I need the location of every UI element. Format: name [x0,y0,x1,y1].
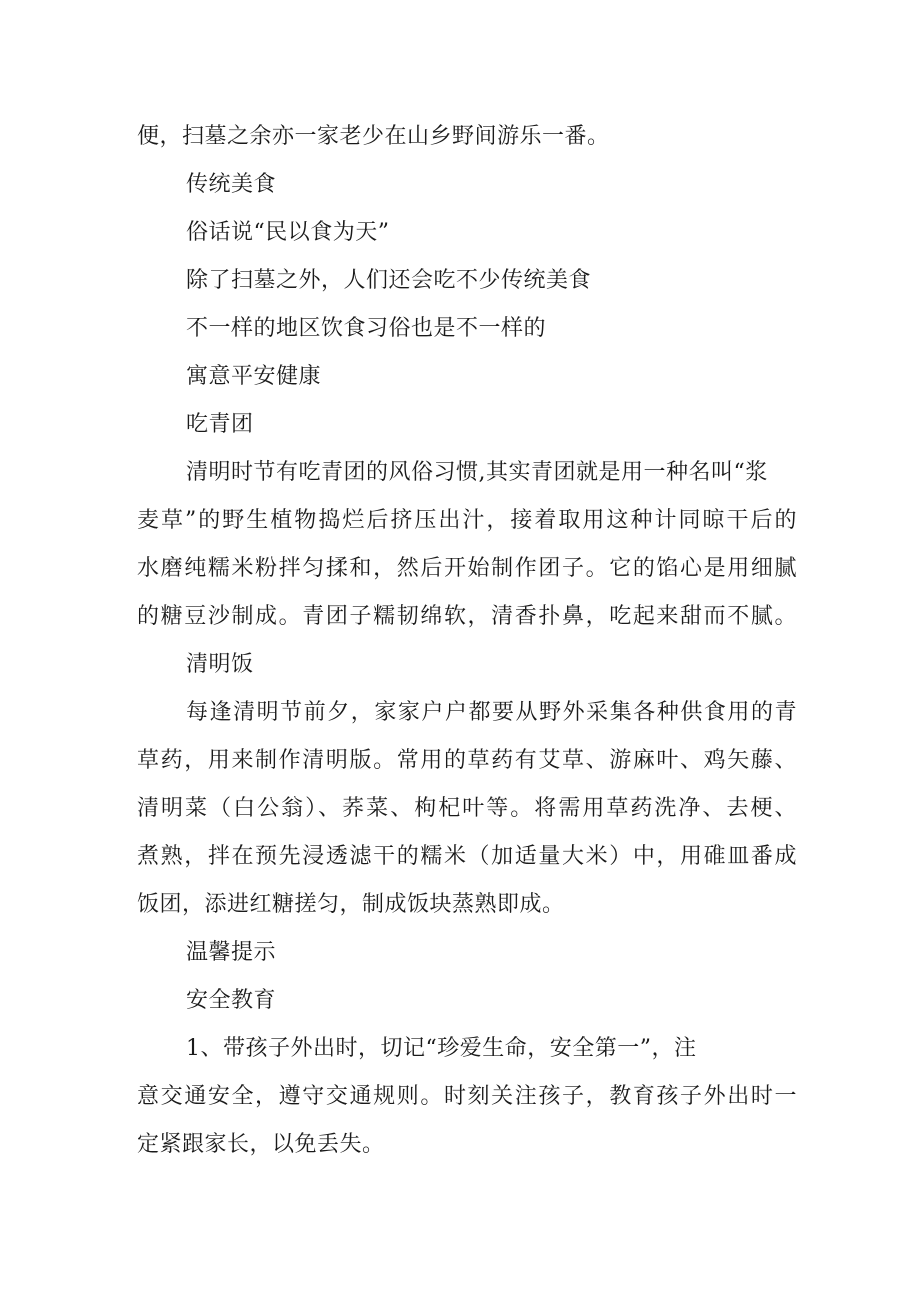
paragraph-line: 清明时节有吃青团的风俗习惯,其实青团就是用一种名叫“浆 [186,460,768,485]
text-line: 寓意平安健康 [186,364,322,389]
paragraph-line: 每逢清明节前夕，家家户户都要从野外采集各种供食用的青 [186,700,797,725]
text-line: 不一样的地区饮食习俗也是不一样的 [186,316,547,341]
paragraph-continuation: 便，扫墓之余亦一家老少在山乡野间游乐一番。 [137,124,610,149]
paragraph-line: 麦草”的野生植物捣烂后挤压出汁，接着取用这种计同晾干后的 [137,508,797,533]
section-heading-tips: 温馨提示 [186,940,277,965]
paragraph-line: 饭团，添进红糖搓匀，制成饭块蒸熟即成。 [137,892,565,917]
section-heading-traditional-food: 传统美食 [186,172,277,197]
subheading-qingtuan: 吃青团 [186,412,254,437]
paragraph-line: 1、带孩子外出时，切记“珍爱生命，安全第一”，注 [186,1036,697,1061]
paragraph-line: 的糖豆沙制成。青团子糯韧绵软，清香扑鼻，吃起来甜而不腻。 [137,604,797,629]
text-line: 除了扫墓之外，人们还会吃不少传统美食 [186,268,592,293]
paragraph-line: 清明菜（白公翁）、荞菜、枸杞叶等。将需用草药洗净、去梗、 [137,796,797,821]
paragraph-line: 意交通安全，遵守交通规则。时刻关注孩子，教育孩子外出时一 [137,1084,797,1109]
paragraph-line: 煮熟，拌在预先浸透滤干的糯米（加适量大米）中，用碓皿番成 [137,844,797,869]
subheading-qingming-rice: 清明饭 [186,652,254,677]
paragraph-line: 水磨纯糯米粉拌匀揉和，然后开始制作团子。它的馅心是用细腻 [137,556,797,581]
text-line: 俗话说“民以食为天” [186,220,390,245]
paragraph-line: 定紧跟家长，以免丢失。 [137,1132,385,1157]
paragraph-line: 草药，用来制作清明版。常用的草药有艾草、游麻叶、鸡矢藤、 [137,748,797,773]
subheading-safety-education: 安全教育 [186,988,277,1013]
